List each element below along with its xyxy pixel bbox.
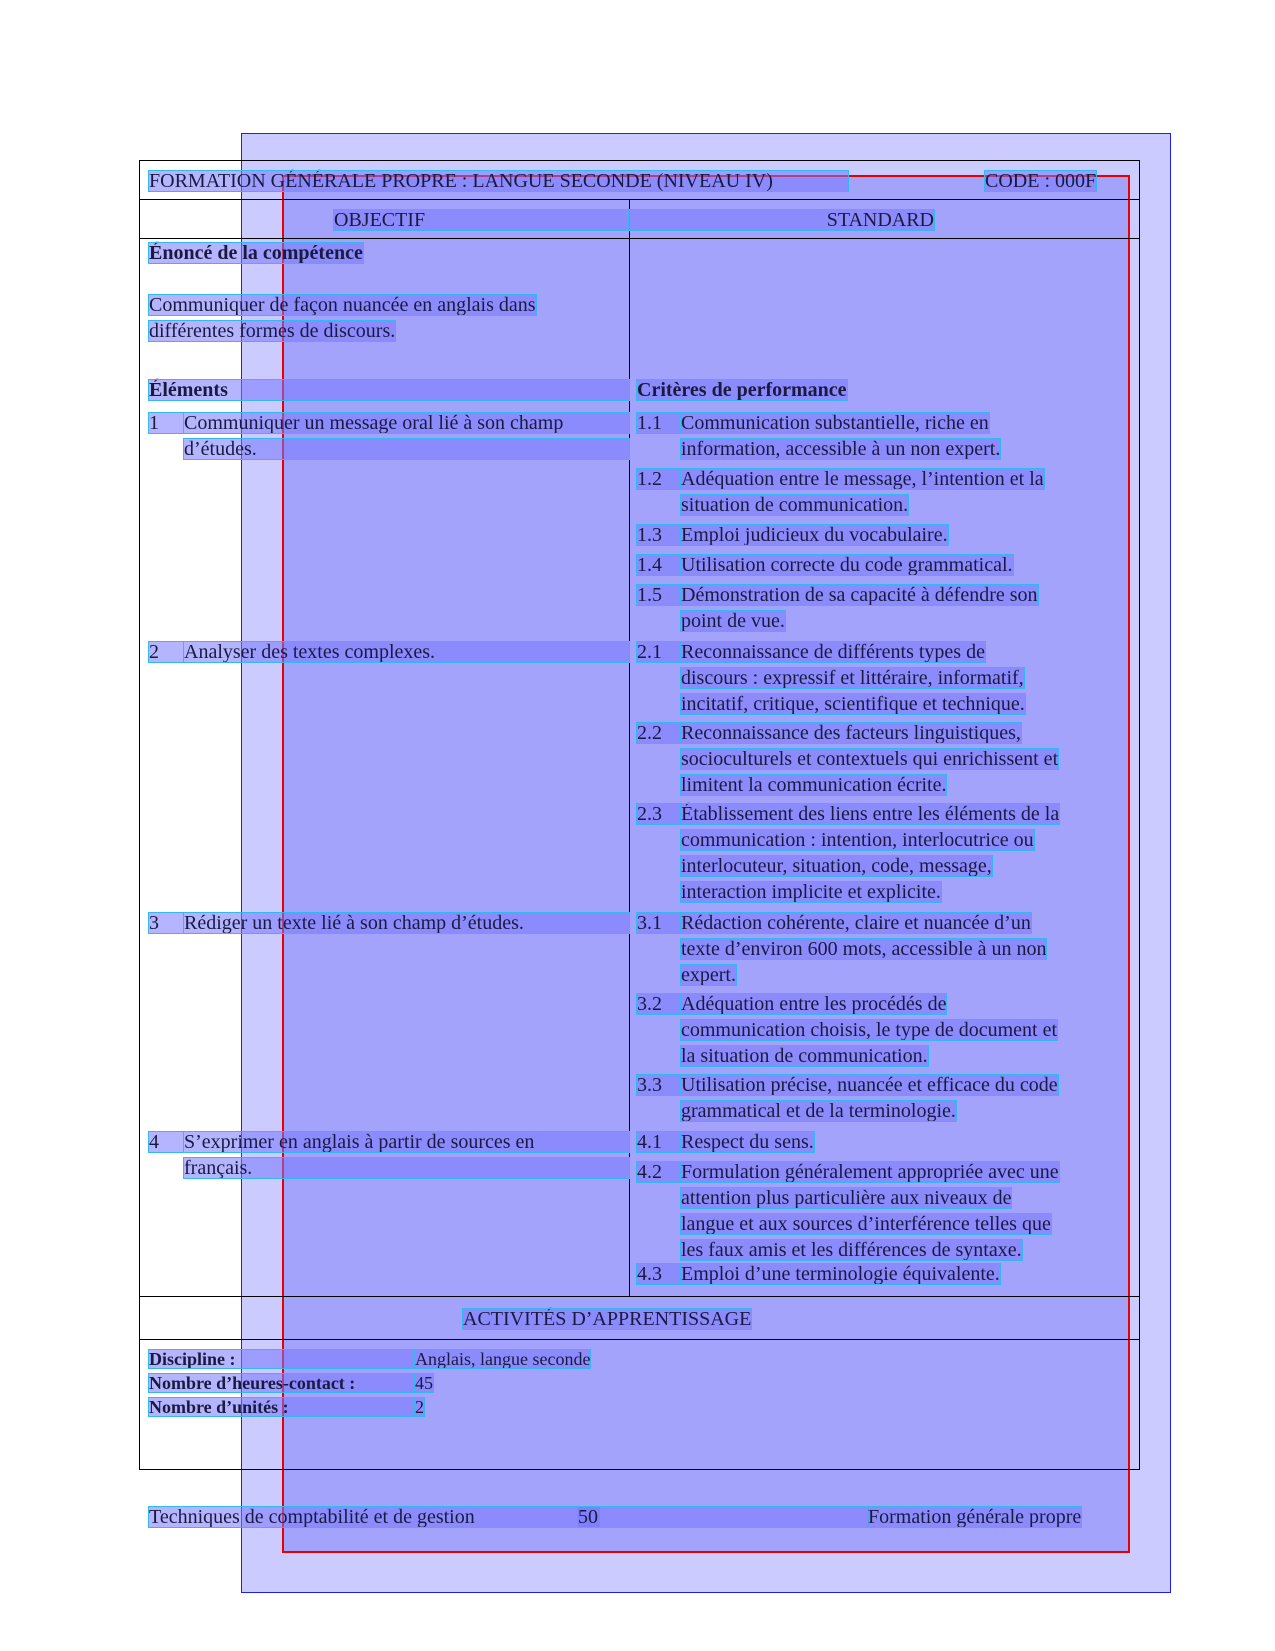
criterion-text-line: Communication substantielle, riche en (681, 412, 989, 434)
units-label: Nombre d’unités : (149, 1398, 414, 1416)
element-text-line-1: S’exprimer en anglais à partir de sources en (184, 1132, 629, 1152)
discipline-value: Anglais, langue seconde (415, 1349, 591, 1369)
element-text-line-1: Rédiger un texte lié à son champ d’études. (184, 913, 629, 933)
footer-section: Formation générale propre (868, 1506, 1082, 1528)
criterion-number: 1.5 (637, 585, 679, 605)
header-title: FORMATION GÉNÉRALE PROPRE : LANGUE SECONDE (NIVEAU IV) (149, 171, 848, 191)
criterion-number: 2.2 (637, 723, 679, 743)
criterion-number: 1.1 (637, 413, 679, 433)
element-text-line-2: d’études. (184, 439, 629, 459)
element-number: 1 (149, 413, 183, 433)
activities-title: ACTIVITÉS D’APPRENTISSAGE (463, 1308, 752, 1330)
criterion-text-line: Adéquation entre les procédés de (681, 993, 947, 1015)
elements-heading: Éléments (149, 380, 629, 400)
criterion-text-line: langue et aux sources d’interférence telles que (681, 1213, 1051, 1235)
criterion-text-line: point de vue. (681, 610, 785, 632)
criterion-text-line: information, accessible à un non expert. (681, 438, 1001, 460)
criterion-number: 1.2 (637, 469, 679, 489)
criterion-text-line: Respect du sens. (681, 1131, 814, 1153)
element-text-line-1: Analyser des textes complexes. (184, 642, 629, 662)
footer-page-number: 50 (578, 1507, 868, 1527)
criterion-text-line: Établissement des liens entre les éléments de la (681, 803, 1060, 825)
criterion-number: 1.3 (637, 525, 679, 545)
criterion-number: 2.1 (637, 642, 679, 662)
element-number: 3 (149, 913, 183, 933)
column-header-divider (139, 238, 1140, 239)
column-standard: STANDARD (629, 210, 934, 230)
criterion-text-line: Emploi d’une terminologie équivalente. (681, 1263, 1000, 1285)
criterion-number: 3.2 (637, 994, 679, 1014)
criterion-number: 1.4 (637, 555, 679, 575)
criterion-text-line: socioculturels et contextuels qui enrichissent et (681, 748, 1059, 770)
criterion-text-line: Démonstration de sa capacité à défendre son (681, 584, 1038, 606)
element-text-line-2: français. (184, 1158, 629, 1178)
criterion-text-line: communication : intention, interlocutrice ou (681, 829, 1034, 851)
column-objectif: OBJECTIF (334, 210, 629, 230)
criterion-text-line: interaction implicite et explicite. (681, 881, 941, 903)
criterion-text-line: texte d’environ 600 mots, accessible à un non (681, 938, 1047, 960)
criterion-text-line: la situation de communication. (681, 1045, 928, 1067)
criterion-text-line: communication choisis, le type de document et (681, 1019, 1058, 1041)
criterion-text-line: Utilisation précise, nuancée et efficace du code (681, 1074, 1058, 1096)
criterion-text-line: attention plus particulière aux niveaux de (681, 1187, 1012, 1209)
criterion-number: 2.3 (637, 804, 679, 824)
activities-divider-top (139, 1296, 1140, 1297)
criterion-text-line: Formulation généralement appropriée avec une (681, 1161, 1059, 1183)
competence-heading: Énoncé de la compétence (149, 242, 363, 264)
criteria-heading: Critères de performance (637, 379, 847, 401)
element-text-line-1: Communiquer un message oral lié à son champ (184, 413, 629, 433)
column-divider (629, 199, 630, 1296)
criterion-number: 4.2 (637, 1162, 679, 1182)
hours-label: Nombre d’heures-contact : (149, 1374, 414, 1392)
criterion-text-line: Rédaction cohérente, claire et nuancée d’un (681, 912, 1031, 934)
competence-line-2: différentes formes de discours. (149, 320, 396, 342)
units-value: 2 (415, 1397, 424, 1417)
header-divider (139, 199, 1140, 200)
criterion-text-line: situation de communication. (681, 494, 909, 516)
criterion-text-line: Reconnaissance de différents types de (681, 641, 985, 663)
hours-value: 45 (415, 1373, 433, 1393)
criterion-number: 4.3 (637, 1264, 679, 1284)
criterion-text-line: grammatical et de la terminologie. (681, 1100, 956, 1122)
header-code: CODE : 000F (985, 170, 1097, 192)
criterion-text-line: interlocuteur, situation, code, message, (681, 855, 992, 877)
element-number: 2 (149, 642, 183, 662)
element-number: 4 (149, 1132, 183, 1152)
criterion-text-line: Adéquation entre le message, l’intention et la (681, 468, 1044, 490)
criterion-number: 4.1 (637, 1132, 679, 1152)
competence-line-1: Communiquer de façon nuancée en anglais dans (149, 294, 536, 316)
criterion-number: 3.1 (637, 913, 679, 933)
footer-program: Techniques de comptabilité et de gestion (149, 1507, 599, 1527)
activities-divider-bottom (139, 1339, 1140, 1340)
criterion-number: 3.3 (637, 1075, 679, 1095)
criterion-text-line: incitatif, critique, scientifique et technique. (681, 693, 1025, 715)
criterion-text-line: Utilisation correcte du code grammatical. (681, 554, 1013, 576)
criterion-text-line: expert. (681, 964, 736, 986)
criterion-text-line: limitent la communication écrite. (681, 774, 947, 796)
criterion-text-line: Reconnaissance des facteurs linguistiques, (681, 722, 1021, 744)
discipline-label: Discipline : (149, 1350, 414, 1368)
criterion-text-line: Emploi judicieux du vocabulaire. (681, 524, 948, 546)
criterion-text-line: discours : expressif et littéraire, informatif, (681, 667, 1024, 689)
criterion-text-line: les faux amis et les différences de syntaxe. (681, 1239, 1022, 1261)
